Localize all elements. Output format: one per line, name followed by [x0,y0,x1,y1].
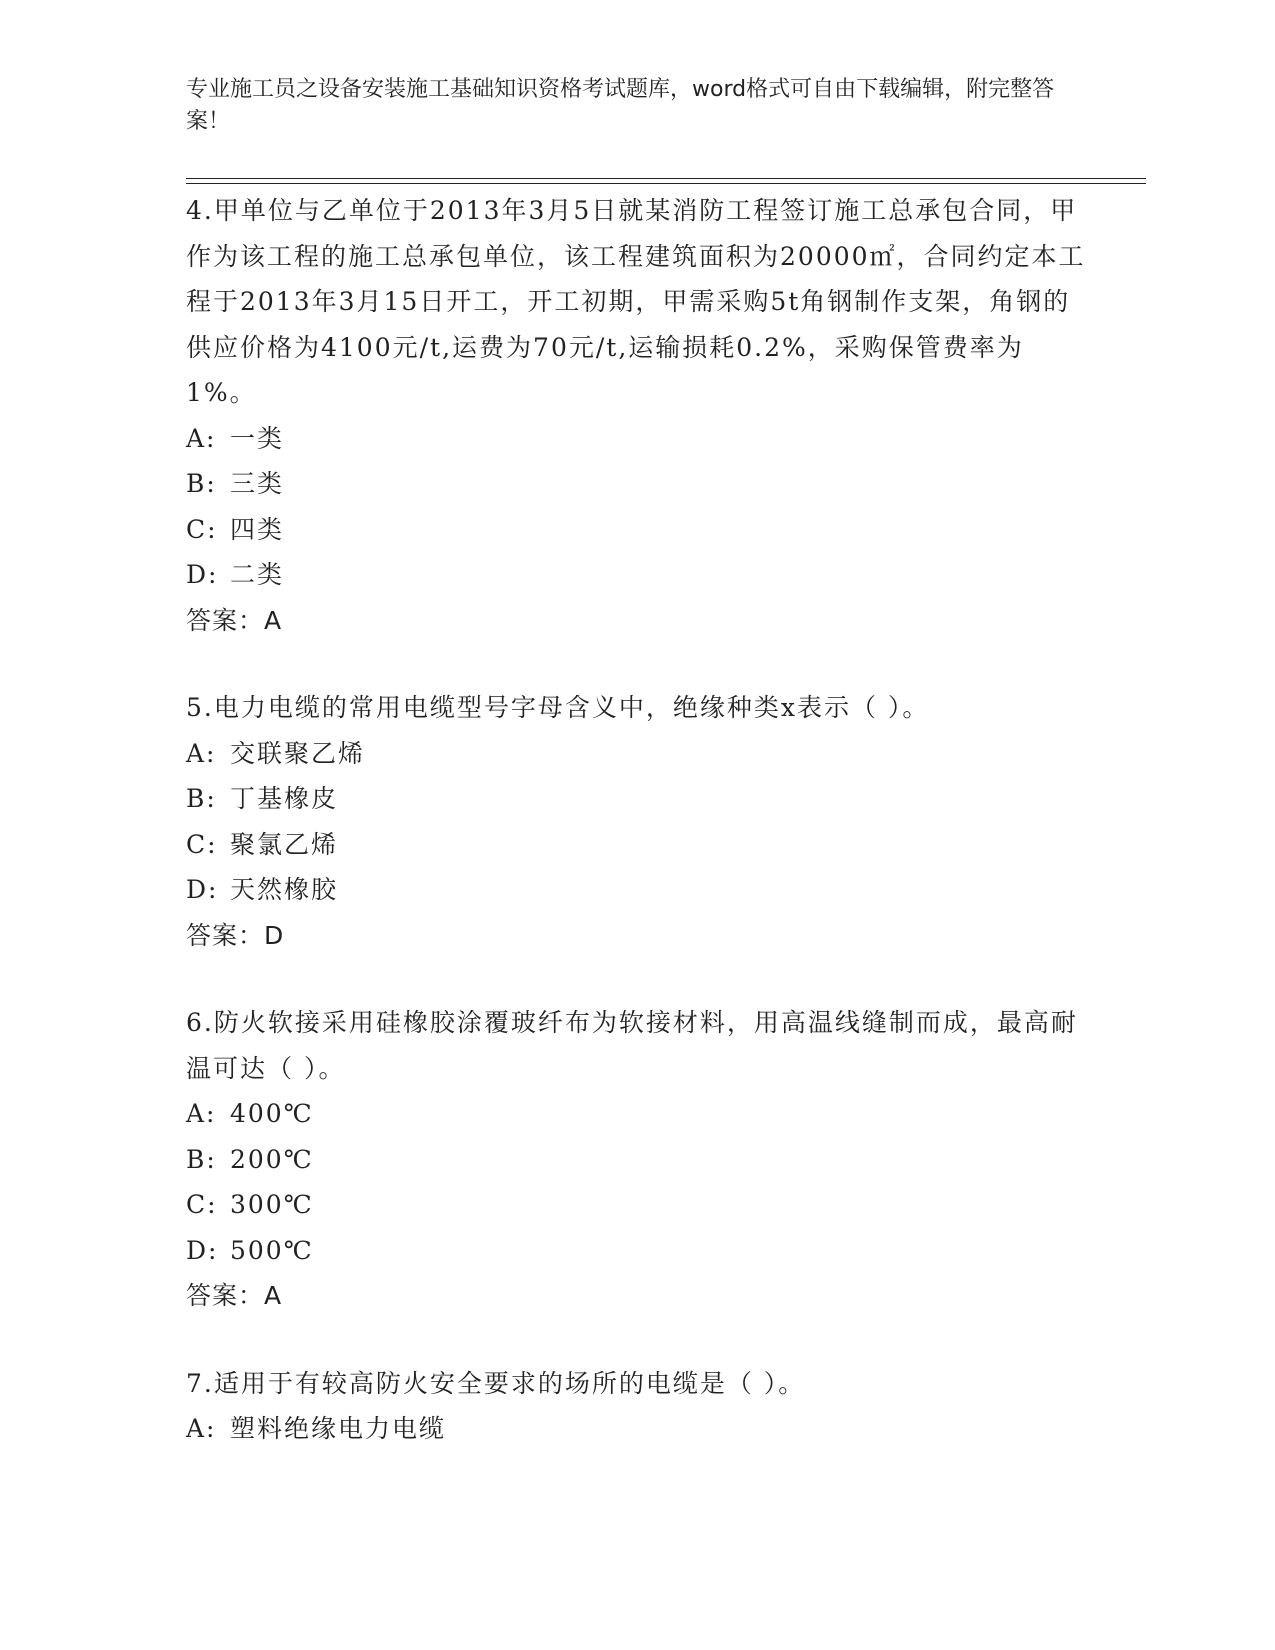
option-a [186,1091,1086,1137]
question-5 [186,685,1086,958]
option-text: 200℃ [230,1144,314,1174]
option-b [186,776,1086,822]
option-text: 丁基橡皮 [230,784,339,813]
option-d [186,867,1086,913]
option-letter: D: [186,1235,219,1265]
option-text: 聚氯乙烯 [230,829,339,859]
option-text: 二类 [230,560,285,589]
header-divider-bottom [186,183,1146,184]
question-stem: 6.防火软接采用硅橡胶涂覆玻纤布为软接材料，用高温线缝制而成，最高耐温可达（ ）。 [186,1008,1078,1083]
option-d [186,1228,1086,1274]
option-letter: A: [186,738,217,768]
option-c [186,822,1086,868]
option-text: 500℃ [230,1235,314,1265]
option-text: 天然橡胶 [230,875,339,904]
option-letter: B: [186,1144,217,1174]
question-stem: 7.适用于有较高防火安全要求的场所的电缆是（ ）。 [186,1368,806,1398]
option-a [186,416,1086,462]
option-text: 一类 [230,423,285,453]
option-text: 三类 [230,469,285,498]
answer-line: 答案：D [186,920,285,950]
option-d [186,552,1086,598]
option-letter: B: [186,469,217,498]
option-letter: A: [186,423,217,453]
option-letter: B: [186,784,217,813]
option-text: 交联聚乙烯 [230,738,366,768]
answer-line: 答案：A [186,605,283,635]
option-letter: A: [186,1414,217,1443]
option-b [186,461,1086,507]
option-letter: D: [186,875,219,904]
option-text: 300℃ [230,1190,314,1219]
option-text: 400℃ [230,1099,314,1128]
option-a [186,1406,1086,1452]
option-letter: C: [186,1190,218,1219]
option-c [186,507,1086,553]
option-c [186,1182,1086,1228]
option-letter: C: [186,514,218,544]
question-stem: 4.甲单位与乙单位于2013年3月5日就某消防工程签订施工总承包合同，甲作为该工程的施工总承包单位，该工程建筑面积为20000㎡，合同约定本工程于2013年3月15日开工，开工初期，甲需采购5t角钢制作支架，角钢的供应价格为4100元/t,运费为70元/t,运输损耗0.2%，采购保管费率为1%。 [186,196,1086,407]
question-4 [186,188,1086,643]
header-divider-top [186,178,1146,179]
option-text: 四类 [230,514,285,544]
answer-line: 答案：A [186,1281,283,1310]
option-letter: A: [186,1099,217,1128]
question-list [186,188,1086,1494]
option-a [186,731,1086,777]
question-stem: 5.电力电缆的常用电缆型号字母含义中，绝缘种类x表示（ ）。 [186,693,930,722]
document-header: 专业施工员之设备安装施工基础知识资格考试题库，word格式可自由下载编辑，附完整答案！ [186,77,1055,134]
option-b [186,1137,1086,1183]
option-text: 塑料绝缘电力电缆 [230,1414,447,1443]
option-letter: D: [186,560,219,589]
question-7 [186,1361,1086,1452]
question-6 [186,1000,1086,1319]
option-letter: C: [186,829,218,859]
